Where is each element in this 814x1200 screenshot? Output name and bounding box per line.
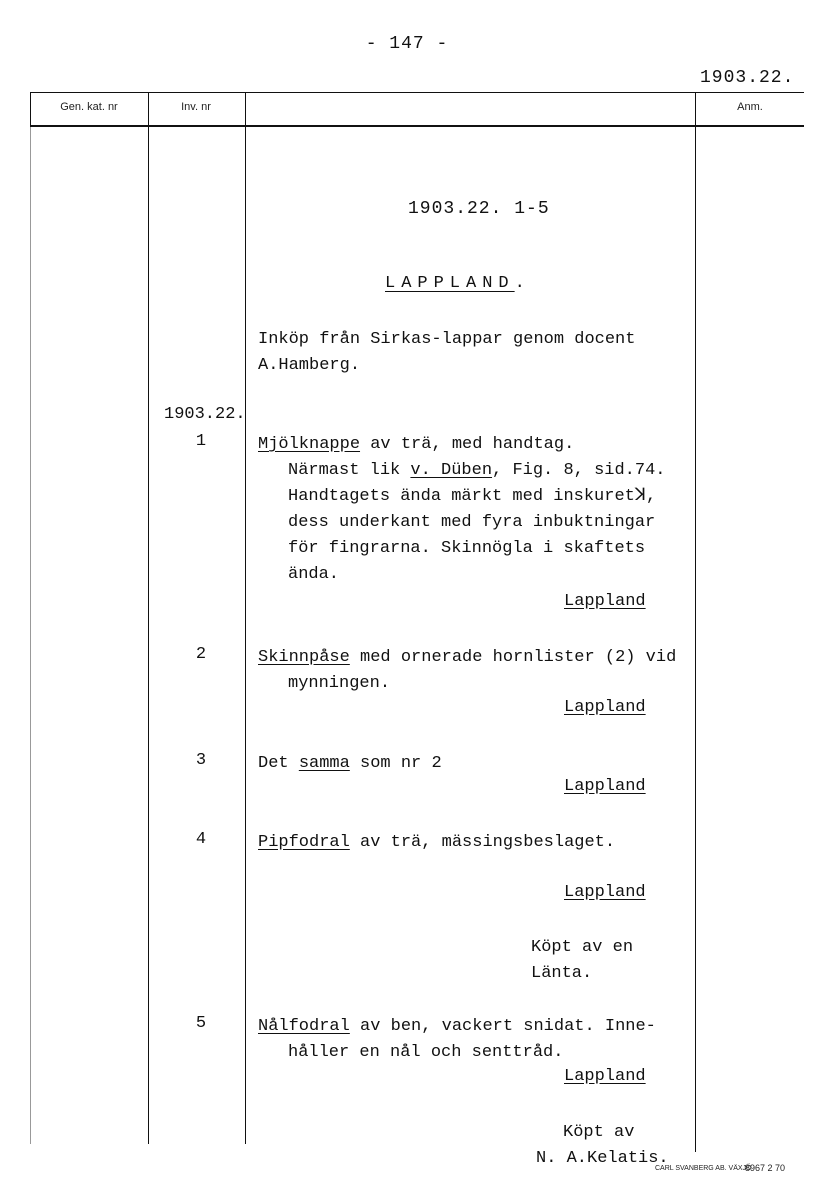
accession-header: 1903.22. <box>700 68 795 88</box>
column-header-gen-kat-nr: Gen. kat. nr <box>60 101 118 113</box>
page-number: - 147 - <box>365 34 449 54</box>
entry-number: 5 <box>195 1014 207 1033</box>
entry-desc-line-1: av trä, med handtag. <box>360 435 575 454</box>
entry-place: Lappland <box>564 883 646 902</box>
entry-number: 2 <box>195 645 207 664</box>
entry-desc-line-4: dess underkant med fyra inbuktningar <box>288 513 656 532</box>
owner-mark-glyph: ꓘ <box>634 487 647 506</box>
entry-accession-prefix: 1903.22. <box>164 405 246 424</box>
header-top-rule <box>30 92 804 93</box>
entry-reference: v. Düben <box>410 461 493 480</box>
column-divider-anm <box>695 92 696 1152</box>
entry-object-name: Skinnpåse <box>258 648 350 667</box>
batch-title: 1903.22. 1-5 <box>408 199 550 219</box>
purchase-note-line-1: Köpt av en <box>531 938 634 957</box>
entry-desc-line-3-end: , <box>646 487 657 506</box>
entry-object-name: Mjölknappe <box>258 435 361 454</box>
entry-object-name: Nålfodral <box>258 1017 350 1036</box>
form-number: 8967 2 70 <box>745 1163 786 1173</box>
entry-ref-prefix: Närmast lik <box>288 461 411 480</box>
entry-desc-line-1: med ornerade hornlister (2) vid <box>349 648 677 667</box>
entry-description <box>258 830 615 856</box>
entry-description <box>258 645 676 697</box>
entry-ref-suffix: , Fig. 8, sid.74. <box>492 461 666 480</box>
entry-desc-line-5: för fingrarna. Skinnögla i skaftets <box>288 539 646 558</box>
region-heading-text: LAPPLAND <box>385 274 515 293</box>
entry-desc-line-1: som nr 2 <box>349 754 442 773</box>
header-bottom-rule <box>30 125 804 127</box>
column-divider-gen <box>148 92 149 1144</box>
acquisition-note <box>258 327 635 379</box>
column-divider-inv <box>245 92 246 1144</box>
acquisition-line-2: A.Hamberg. <box>258 356 361 375</box>
entry-desc-line-2: håller en nål och senttråd. <box>288 1043 564 1062</box>
purchase-note-line-2: N. A.Kelatis. <box>536 1149 669 1168</box>
entry-description <box>258 751 442 777</box>
entry-desc-line-1: av ben, vackert snidat. Inne- <box>349 1017 656 1036</box>
entry-number: 1 <box>195 432 207 451</box>
entry-desc-line-1: av trä, mässingsbeslaget. <box>349 833 616 852</box>
purchase-note-line-2: Länta. <box>531 964 593 983</box>
entry-place: Lappland <box>564 698 646 717</box>
entry-object-name: Pipfodral <box>258 833 350 852</box>
entry-desc-line-2: mynningen. <box>288 674 391 693</box>
entry-prefix: Det <box>258 754 299 773</box>
column-header-anm: Anm. <box>737 101 763 113</box>
entry-description <box>258 1014 656 1066</box>
printer-mark: CARL SVANBERG AB. VÄXJÖ <box>655 1165 752 1172</box>
entry-number: 4 <box>195 830 207 849</box>
entry-desc-line-3: Handtagets ända märkt med inskuret <box>288 487 635 506</box>
purchase-note-line-1: Köpt av <box>563 1123 635 1142</box>
page-edge-left <box>30 127 31 1144</box>
entry-purchase-note <box>531 935 633 987</box>
column-header-inv-nr: Inv. nr <box>181 101 211 113</box>
entry-place: Lappland <box>564 592 646 611</box>
acquisition-line-1: Inköp från Sirkas-lappar genom docent <box>258 330 636 349</box>
region-heading <box>385 274 531 293</box>
entry-purchase-note <box>536 1120 669 1172</box>
entry-object-name: samma <box>298 754 350 773</box>
entry-place: Lappland <box>564 777 646 796</box>
entry-place: Lappland <box>564 1067 646 1086</box>
entry-desc-line-6: ända. <box>288 565 340 584</box>
entry-number: 3 <box>195 751 207 770</box>
region-heading-suffix: . <box>514 274 531 293</box>
entry-description <box>258 432 665 588</box>
